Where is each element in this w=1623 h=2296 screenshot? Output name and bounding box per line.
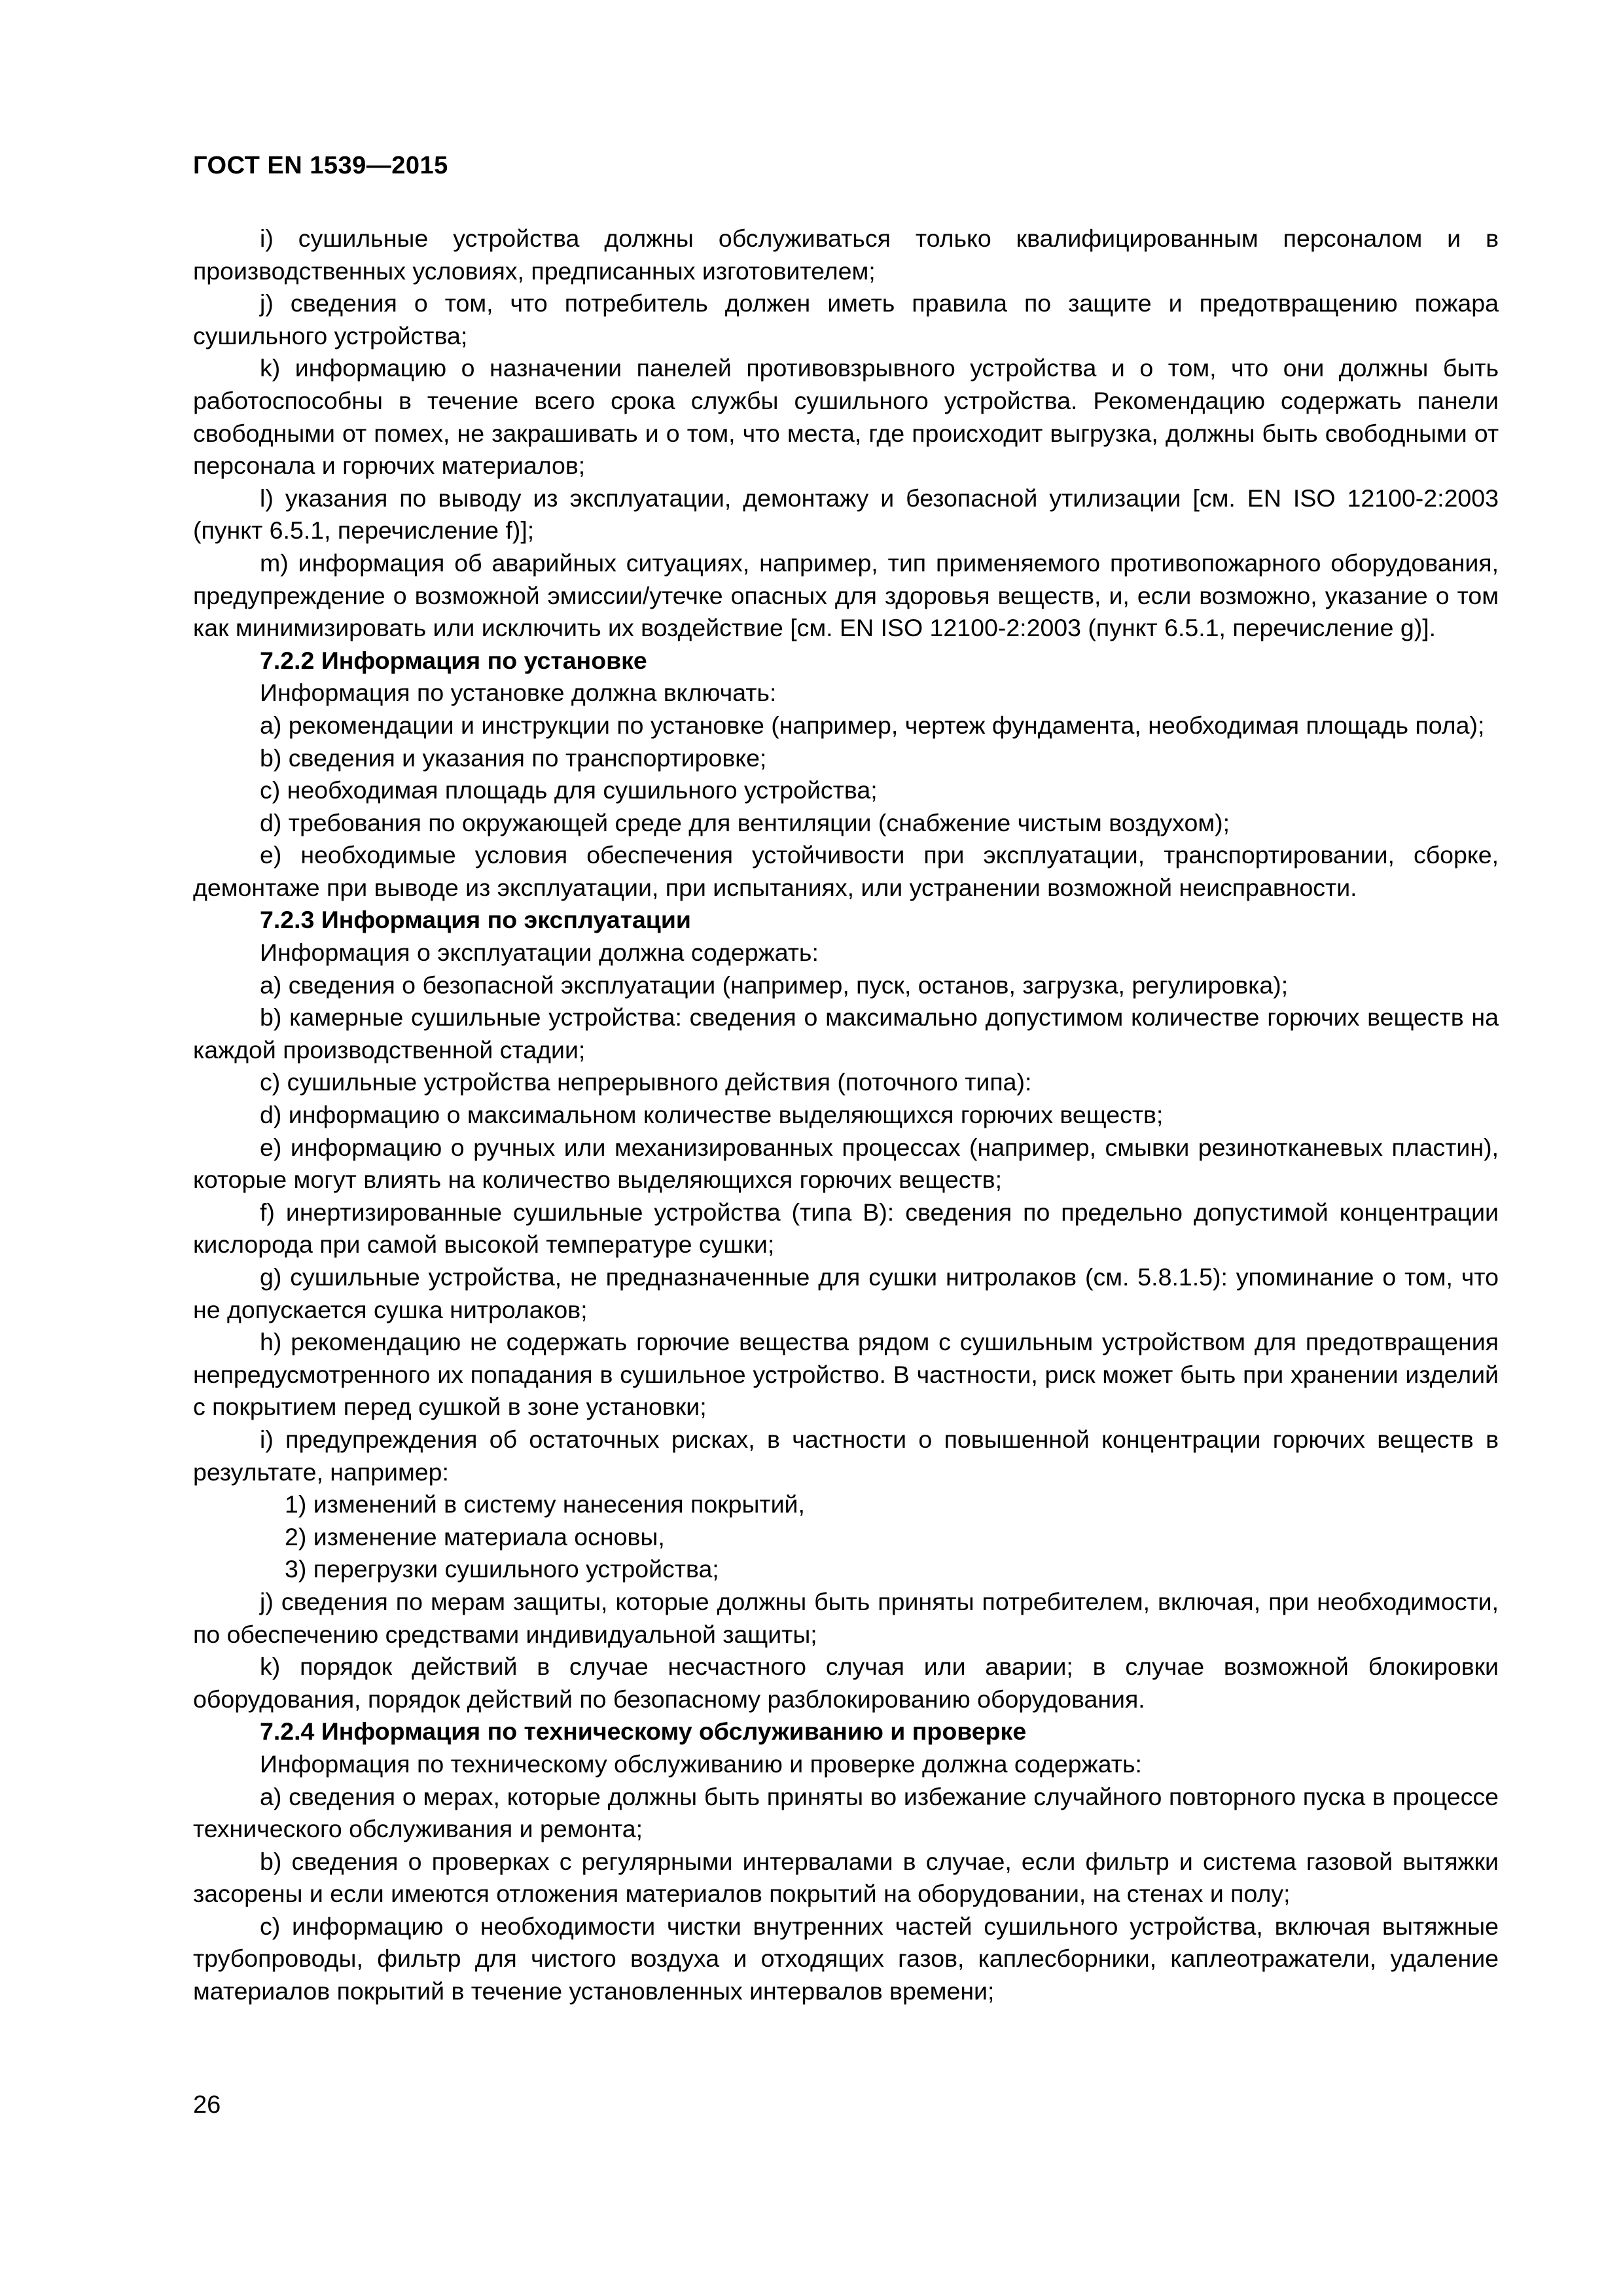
list-item: d) требования по окружающей среде для вентиляции (снабжение чистым воздухом); <box>260 808 1230 836</box>
list-item: d) информацию о максимальном количестве выделяющихся горючих веществ; <box>260 1101 1164 1129</box>
list-item: a) сведения о безопасной эксплуатации (например, пуск, останов, загрузка, регулировка); <box>260 971 1289 999</box>
list-item-k: k) информацию о назначении панелей противовзрывного устройства и о том, что они должны быть работоспособны в течение всего срока службы сушильного устройства. Рекомендацию содержать панели свободными от помех, не закрашивать и о том, что места, где происходит выгрузка, должны быть свободными от персонала и горючих материалов; <box>193 354 1499 480</box>
list-item: i) предупреждения об остаточных рисках, в частности о повышенной концентрации горючих веществ в результате, например: <box>193 1425 1499 1486</box>
section-intro: Информация о эксплуатации должна содержать: <box>260 939 819 967</box>
list-item: f) инертизированные сушильные устройства (типа B): сведения по предельно допустимой концентрации кислорода при самой высокой температуре сушки; <box>193 1198 1499 1259</box>
page-number: 26 <box>193 2091 221 2119</box>
list-item-j: j) сведения о том, что потребитель должен иметь правила по защите и предотвращению пожара сушильного устройства; <box>193 289 1499 350</box>
sub-list-item: 1) изменений в систему нанесения покрытий, <box>285 1490 805 1518</box>
list-item: b) сведения о проверках с регулярными интервалами в случае, если фильтр и система газовой вытяжки засорены и если имеются отложения материалов покрытий на оборудовании, на стенах и полу; <box>193 1847 1499 1908</box>
list-item: e) необходимые условия обеспечения устойчивости при эксплуатации, транспортировании, сборке, демонтаже при выводе из эксплуатации, при испытаниях, или устранении возможной неисправности. <box>193 841 1499 901</box>
list-item: k) порядок действий в случае несчастного случая или аварии; в случае возможной блокировки оборудования, порядок действий по безопасному разблокированию оборудования. <box>193 1653 1499 1713</box>
section-heading-7-2-2: 7.2.2 Информация по установке <box>260 646 647 674</box>
list-item: c) информацию о необходимости чистки внутренних частей сушильного устройства, включая вытяжные трубопроводы, фильтр для чистого воздуха и отходящих газов, каплесборники, каплеотражатели, удаление материалов покрытий в течение установленных интервалов времени; <box>193 1912 1499 2005</box>
document-body <box>193 223 1499 2008</box>
list-item: g) сушильные устройства, не предназначенные для сушки нитролаков (см. 5.8.1.5): упоминание о том, что не допускается сушка нитролаков; <box>193 1263 1499 1323</box>
list-item: c) необходимая площадь для сушильного устройства; <box>260 776 878 804</box>
list-item: j) сведения по мерам защиты, которые должны быть приняты потребителем, включая, при необходимости, по обеспечению средствами индивидуальной защиты; <box>193 1587 1499 1648</box>
list-item: b) камерные сушильные устройства: сведения о максимально допустимом количестве горючих веществ на каждой производственной стадии; <box>193 1003 1499 1064</box>
list-item-i: i) сушильные устройства должны обслуживаться только квалифицированным персоналом и в производственных условиях, предписанных изготовителем; <box>193 224 1499 285</box>
section-heading-7-2-3: 7.2.3 Информация по эксплуатации <box>260 906 691 934</box>
document-header: ГОСТ EN 1539—2015 <box>193 152 448 179</box>
section-heading-7-2-4: 7.2.4 Информация по техническому обслуживанию и проверке <box>260 1717 1027 1746</box>
list-item: a) сведения о мерах, которые должны быть приняты во избежание случайного повторного пуска в процессе технического обслуживания и ремонта; <box>193 1782 1499 1843</box>
list-item: e) информацию о ручных или механизированных процессах (например, смывки резинотканевых пластин), которые могут влиять на количество выделяющихся горючих веществ; <box>193 1133 1499 1194</box>
list-item: c) сушильные устройства непрерывного действия (поточного типа): <box>260 1068 1032 1096</box>
list-item-m: m) информация об аварийных ситуациях, например, тип применяемого противопожарного оборудования, предупреждение о возможной эмиссии/утечке опасных для здоровья веществ, и, если возможно, указание о том как минимизировать или исключить их воздействие [см. EN ISO 12100-2:2003 (пункт 6.5.1, перечисление g)]. <box>193 548 1499 642</box>
sub-list-item: 2) изменение материала основы, <box>285 1522 665 1551</box>
sub-list-item: 3) перегрузки сушильного устройства; <box>285 1555 719 1583</box>
list-item: b) сведения и указания по транспортировке; <box>260 744 767 772</box>
list-item: h) рекомендацию не содержать горючие вещества рядом с сушильным устройством для предотвращения непредусмотренного их попадания в сушильное устройство. В частности, риск может быть при хранении изделий с покрытием перед сушкой в зоне установки; <box>193 1328 1499 1421</box>
section-intro: Информация по установке должна включать: <box>260 679 777 707</box>
list-item: a) рекомендации и инструкции по установке (например, чертеж фундамента, необходимая площадь пола); <box>260 711 1485 739</box>
list-item-l: l) указания по выводу из эксплуатации, демонтажу и безопасной утилизации [см. EN ISO 12100-2:2003 (пункт 6.5.1, перечисление f)]; <box>193 484 1499 545</box>
section-intro: Информация по техническому обслуживанию и проверке должна содержать: <box>260 1749 1142 1778</box>
